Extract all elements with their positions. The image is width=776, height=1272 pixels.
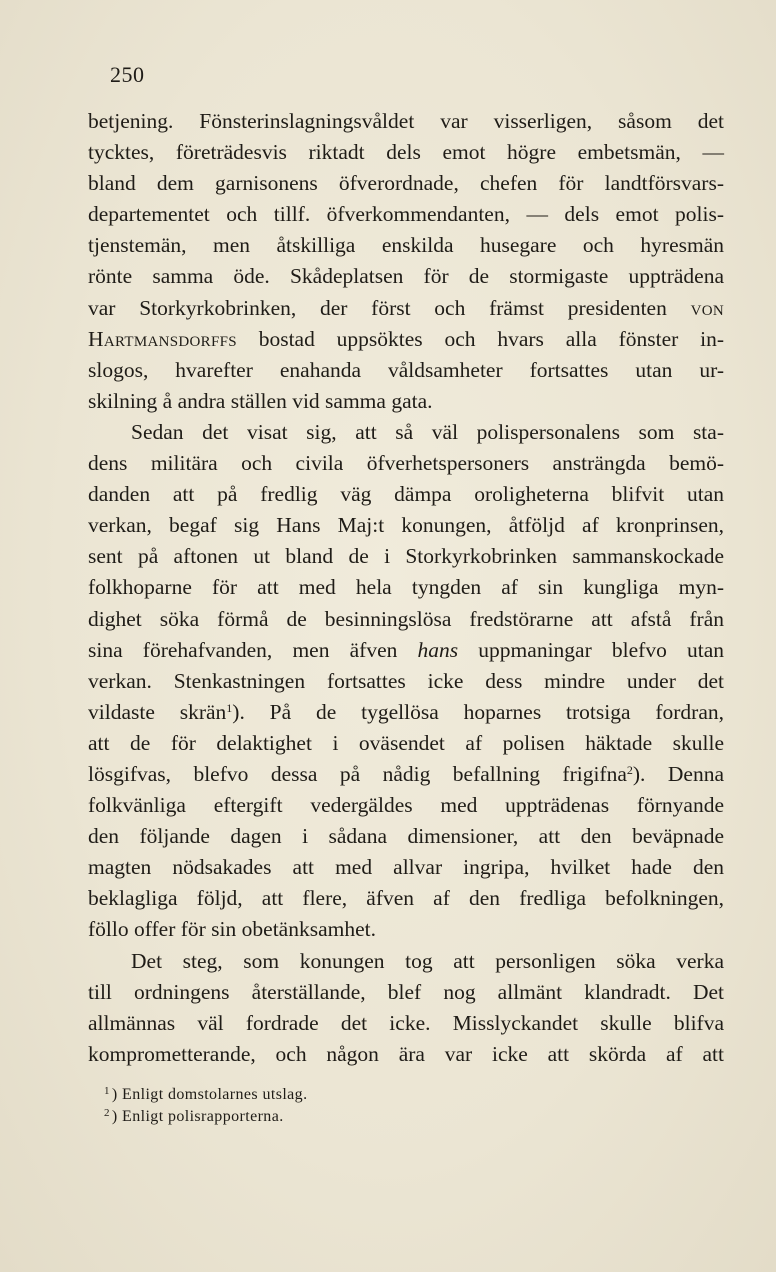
text-line xyxy=(88,728,724,759)
text-run: verkan, begaf sig Hans Maj:t konungen, åtföljd af kronprinsen, xyxy=(88,513,724,538)
text-run: sent på aftonen ut bland de i Storkyrkobrinken sammanskockade xyxy=(88,544,724,569)
text-run: danden att på fredlig väg dämpa oroligheterna blifvit utan xyxy=(88,482,724,507)
text-run: bland dem garnisonens öfverordnade, chefen för landtförsvars- xyxy=(88,171,724,196)
footnote-mark: 1 xyxy=(104,1085,110,1097)
text-run: betjening. Fönsterinslagningsvåldet var visserligen, såsom det xyxy=(88,109,724,133)
text-run: uppmaningar blefvo utan xyxy=(458,637,724,662)
text-run: ). På de tygellösa hoparnes trotsiga fordran, xyxy=(232,699,724,724)
text-run: dens militära och civila öfverhetspersoners ansträngda bemö- xyxy=(88,451,724,476)
text-run: sina förehafvanden, men äfven xyxy=(88,637,418,662)
text-run: Sedan det visat sig, att så väl polispersonalens som sta- xyxy=(131,419,724,444)
text-run: tycktes, företrädesvis riktadt dels emot högre embetsmän, — xyxy=(88,140,724,165)
text-line xyxy=(88,324,724,355)
text-line xyxy=(88,355,724,386)
footnote-reference: 2 xyxy=(626,762,633,777)
text-line xyxy=(88,541,724,572)
text-run: von xyxy=(690,295,724,320)
text-run: lösgifvas, blefvo dessa på nådig befallning frigifna xyxy=(88,761,627,786)
text-run: till ordningens återställande, blef nog allmänt klandradt. Det xyxy=(88,979,724,1004)
text-line xyxy=(88,1008,724,1039)
text-run: komprometterande, och någon ära var icke att skörda af att xyxy=(88,1041,724,1066)
text-line xyxy=(88,448,724,479)
text-run: slogos, hvarefter enahanda våldsamheter fortsattes utan ur- xyxy=(88,357,724,382)
text-line xyxy=(88,821,724,852)
text-line xyxy=(88,137,724,168)
text-run: tjenstemän, men åtskilliga enskilda husegare och hyresmän xyxy=(88,233,724,258)
text-run: Hartmansdorffs xyxy=(88,326,237,351)
footnote-text: ) Enligt polisrapporterna. xyxy=(111,1108,284,1125)
text-line xyxy=(88,510,724,541)
text-line xyxy=(88,883,724,914)
text-line xyxy=(88,697,724,728)
text-run: folkhoparne för att med hela tyngden af sin kungliga myn- xyxy=(88,575,724,600)
text-run: vildaste skrän xyxy=(88,699,227,724)
text-line xyxy=(88,666,724,697)
text-run: bostad uppsöktes och hvars alla fönster in- xyxy=(236,326,724,351)
text-run: skilning å andra ställen vid samma gata. xyxy=(88,388,433,413)
text-line xyxy=(88,199,724,230)
text-line xyxy=(88,635,724,666)
body-text xyxy=(88,106,724,1070)
text-line xyxy=(88,852,724,883)
text-line xyxy=(88,1039,724,1070)
text-line xyxy=(88,914,724,945)
text-line xyxy=(88,230,724,261)
text-run: dighet söka förmå de besinningslösa fredstörarne att afstå från xyxy=(88,606,724,631)
text-run: departementet och tillf. öfverkommendanten, — dels emot polis- xyxy=(88,202,724,227)
page-number: 250 xyxy=(110,62,145,87)
text-line xyxy=(88,293,724,324)
text-line xyxy=(88,417,724,448)
text-line xyxy=(88,572,724,603)
footnote-mark: 2 xyxy=(104,1107,110,1119)
text-line xyxy=(88,946,724,977)
text-run: rönte samma öde. Skådeplatsen för de stormigaste uppträdena xyxy=(88,264,724,289)
text-line xyxy=(88,168,724,199)
footnotes xyxy=(104,1080,624,1124)
text-run: föllo offer för sin obetänksamhet. xyxy=(88,917,376,942)
text-run: ). Denna xyxy=(632,761,724,786)
text-line xyxy=(88,790,724,821)
footnote-text: ) Enligt domstolarnes utslag. xyxy=(111,1086,308,1103)
text-run: var Storkyrkobrinken, der först och främst presidenten xyxy=(88,295,691,320)
text-run: folkvänliga eftergift vedergäldes med uppträdenas förnyande xyxy=(88,793,724,818)
text-run: magten nödsakades att med allvar ingripa, hvilket hade den xyxy=(88,855,724,880)
text-run: hans xyxy=(417,637,459,662)
text-line xyxy=(88,386,724,417)
text-line xyxy=(88,479,724,510)
footnote xyxy=(104,1080,624,1102)
text-line xyxy=(88,977,724,1008)
footnote xyxy=(104,1102,624,1124)
text-run: beklagliga följd, att flere, äfven af den fredliga befolkningen, xyxy=(88,886,724,911)
text-line xyxy=(88,261,724,292)
text-run: den följande dagen i sådana dimensioner, att den beväpnade xyxy=(88,824,724,849)
text-line xyxy=(88,604,724,635)
text-run: allmännas väl fordrade det icke. Misslyckandet skulle blifva xyxy=(88,1010,724,1035)
footnote-reference: 1 xyxy=(226,700,233,715)
text-run: Det steg, som konungen tog att personligen söka verka xyxy=(131,948,724,973)
text-line xyxy=(88,759,724,790)
text-run: att de för delaktighet i oväsendet af polisen häktade skulle xyxy=(88,730,724,755)
text-line xyxy=(88,106,724,137)
text-run: verkan. Stenkastningen fortsattes icke dess mindre under det xyxy=(88,668,724,693)
